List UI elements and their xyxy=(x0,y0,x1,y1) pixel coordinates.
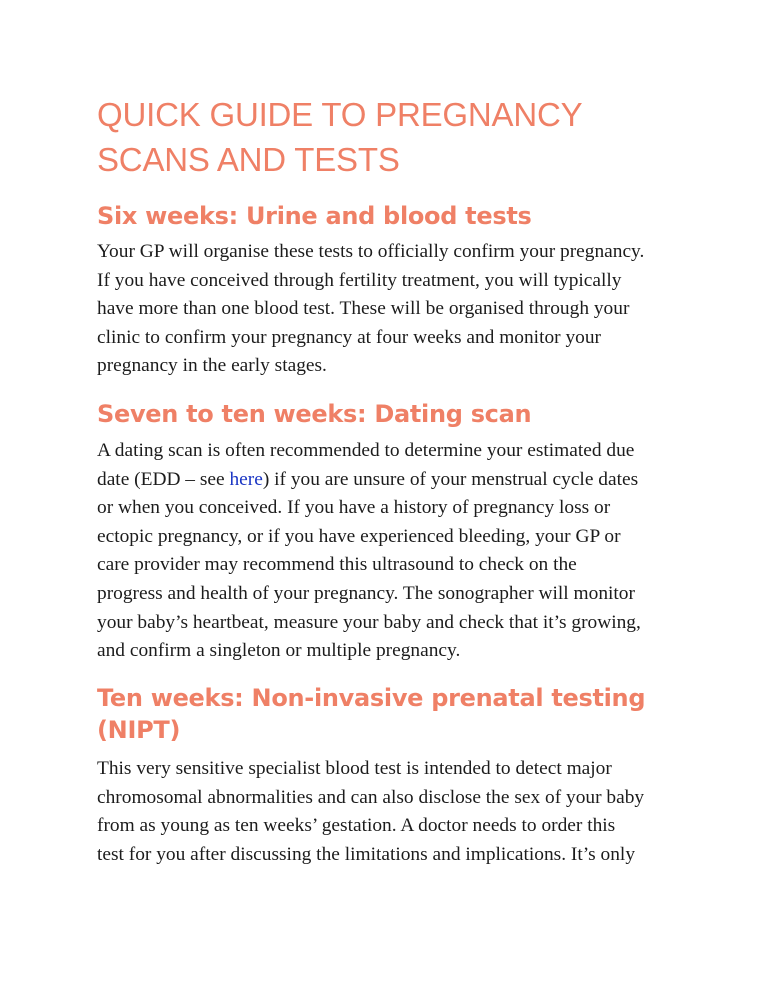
body-line: A dating scan is often recommended to determine your estimated due xyxy=(97,440,635,461)
body-line: and confirm a singleton or multiple pregnancy. xyxy=(97,640,461,662)
section-heading-six-weeks: Six weeks: Urine and blood tests xyxy=(97,202,532,230)
body-line: progress and health of your pregnancy. The sonographer will monitor xyxy=(97,582,635,604)
section-body-nipt xyxy=(97,755,644,869)
body-line: your baby’s heartbeat, measure your baby and check that it’s growing, xyxy=(97,611,641,633)
body-line: This very sensitive specialist blood test is intended to detect major xyxy=(97,758,612,779)
body-line: chromosomal abnormalities and can also disclose the sex of your baby xyxy=(97,786,645,808)
body-line: ectopic pregnancy, or if you have experienced bleeding, your GP or xyxy=(97,525,621,547)
body-line: If you have conceived through fertility treatment, you will typically xyxy=(97,269,622,291)
body-line: Your GP will organise these tests to officially confirm your pregnancy. xyxy=(97,241,645,262)
body-line: from as young as ten weeks’ gestation. A doctor needs to order this xyxy=(97,815,616,837)
heading-line: (NIPT) xyxy=(97,716,181,744)
heading-line: Ten weeks: Non-invasive prenatal testing xyxy=(97,684,646,712)
section-body-dating-scan xyxy=(97,437,641,666)
body-line-with-link xyxy=(97,466,641,495)
body-text: ) if you are unsure of your menstrual cycle dates xyxy=(262,468,639,490)
section-body-six-weeks xyxy=(97,238,644,381)
body-line: test for you after discussing the limitations and implications. It’s only xyxy=(97,843,636,865)
body-line: or when you conceived. If you have a history of pregnancy loss or xyxy=(97,497,611,519)
title-line: QUICK GUIDE TO PREGNANCY xyxy=(97,96,583,133)
body-line: clinic to confirm your pregnancy at four weeks and monitor your xyxy=(97,326,602,348)
body-line: pregnancy in the early stages. xyxy=(97,355,327,377)
body-line: care provider may recommend this ultrasound to check on the xyxy=(97,554,577,576)
section-heading-dating-scan: Seven to ten weeks: Dating scan xyxy=(97,400,532,428)
section-heading-nipt xyxy=(97,682,645,746)
edd-here-link[interactable]: here xyxy=(229,468,263,490)
title-line: SCANS AND TESTS xyxy=(97,141,400,178)
page-title xyxy=(97,92,582,182)
body-text: date (EDD – see xyxy=(97,468,230,490)
body-line: have more than one blood test. These will be organised through your xyxy=(97,298,630,320)
